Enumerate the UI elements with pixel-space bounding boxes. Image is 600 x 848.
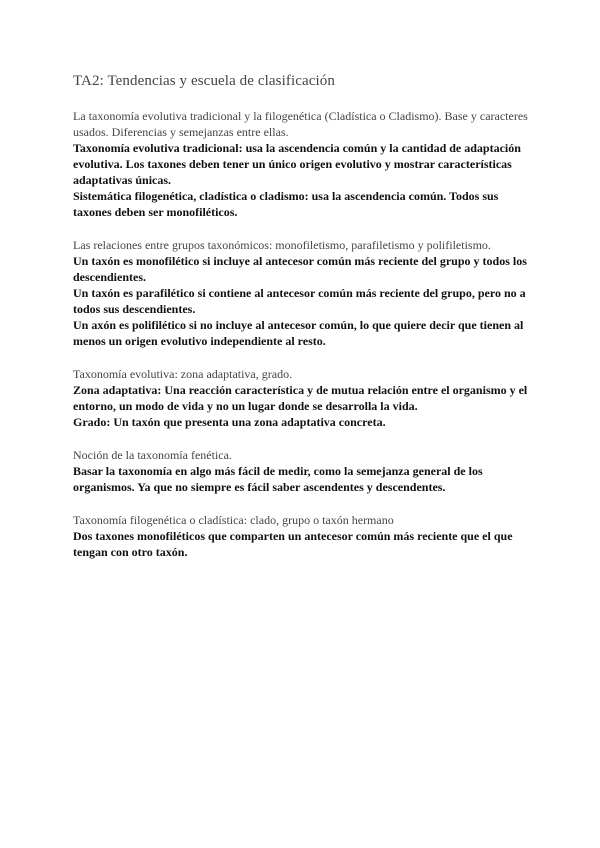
answer-text: Grado: Un taxón que presenta una zona adaptativa concreta. — [73, 415, 386, 429]
question-text: Las relaciones entre grupos taxonómicos: monofiletismo, parafiletismo y polifiletismo. — [73, 238, 491, 252]
answer-text: Zona adaptativa: Una reacción característica y de mutua relación entre el organismo y el entorno, un modo de vida y no un lugar donde se desarrolla la vida. — [73, 383, 528, 413]
answer-text: Taxonomía evolutiva tradicional: usa la ascendencia común y la cantidad de adaptación evolutiva. Los taxones deben tener un único origen evolutivo y mostrar características adaptativas únicas. — [73, 141, 521, 187]
section-taxonomia-fenetica — [73, 447, 531, 495]
section-taxonomia-evolutiva-filogenetica — [73, 108, 531, 220]
answer-text: Un taxón es monofilético si incluye al antecesor común más reciente del grupo y todos los descendientes. — [73, 254, 527, 284]
question-text: Taxonomía filogenética o cladística: clado, grupo o taxón hermano — [73, 513, 394, 527]
question-text: Noción de la taxonomía fenética. — [73, 448, 232, 462]
question-text: Taxonomía evolutiva: zona adaptativa, grado. — [73, 367, 293, 381]
question-text: La taxonomía evolutiva tradicional y la filogenética (Cladística o Cladismo). Base y caracteres usados. Diferencias y semejanzas entre ellas. — [73, 109, 528, 139]
document-body — [73, 108, 531, 577]
section-zona-adaptativa-grado — [73, 366, 531, 430]
answer-text: Un axón es polifilético si no incluye al antecesor común, lo que quiere decir que tienen al menos un origen evolutivo independiente al resto. — [73, 318, 524, 348]
answer-text: Dos taxones monofiléticos que comparten un antecesor común más reciente que el que tengan con otro taxón. — [73, 529, 513, 559]
answer-text: Basar la taxonomía en algo más fácil de medir, como la semejanza general de los organismos. Ya que no siempre es fácil saber ascendentes y descendentes. — [73, 464, 483, 494]
page-title: TA2: Tendencias y escuela de clasificación — [73, 73, 335, 89]
answer-text: Un taxón es parafilético si contiene al antecesor común más reciente del grupo, pero no a todos sus descendientes. — [73, 286, 526, 316]
answer-text: Sistemática filogenética, cladística o cladismo: usa la ascendencia común. Todos sus taxones deben ser monofiléticos. — [73, 189, 499, 219]
section-relaciones-grupos — [73, 237, 531, 349]
section-clado-grupo-hermano — [73, 512, 531, 560]
